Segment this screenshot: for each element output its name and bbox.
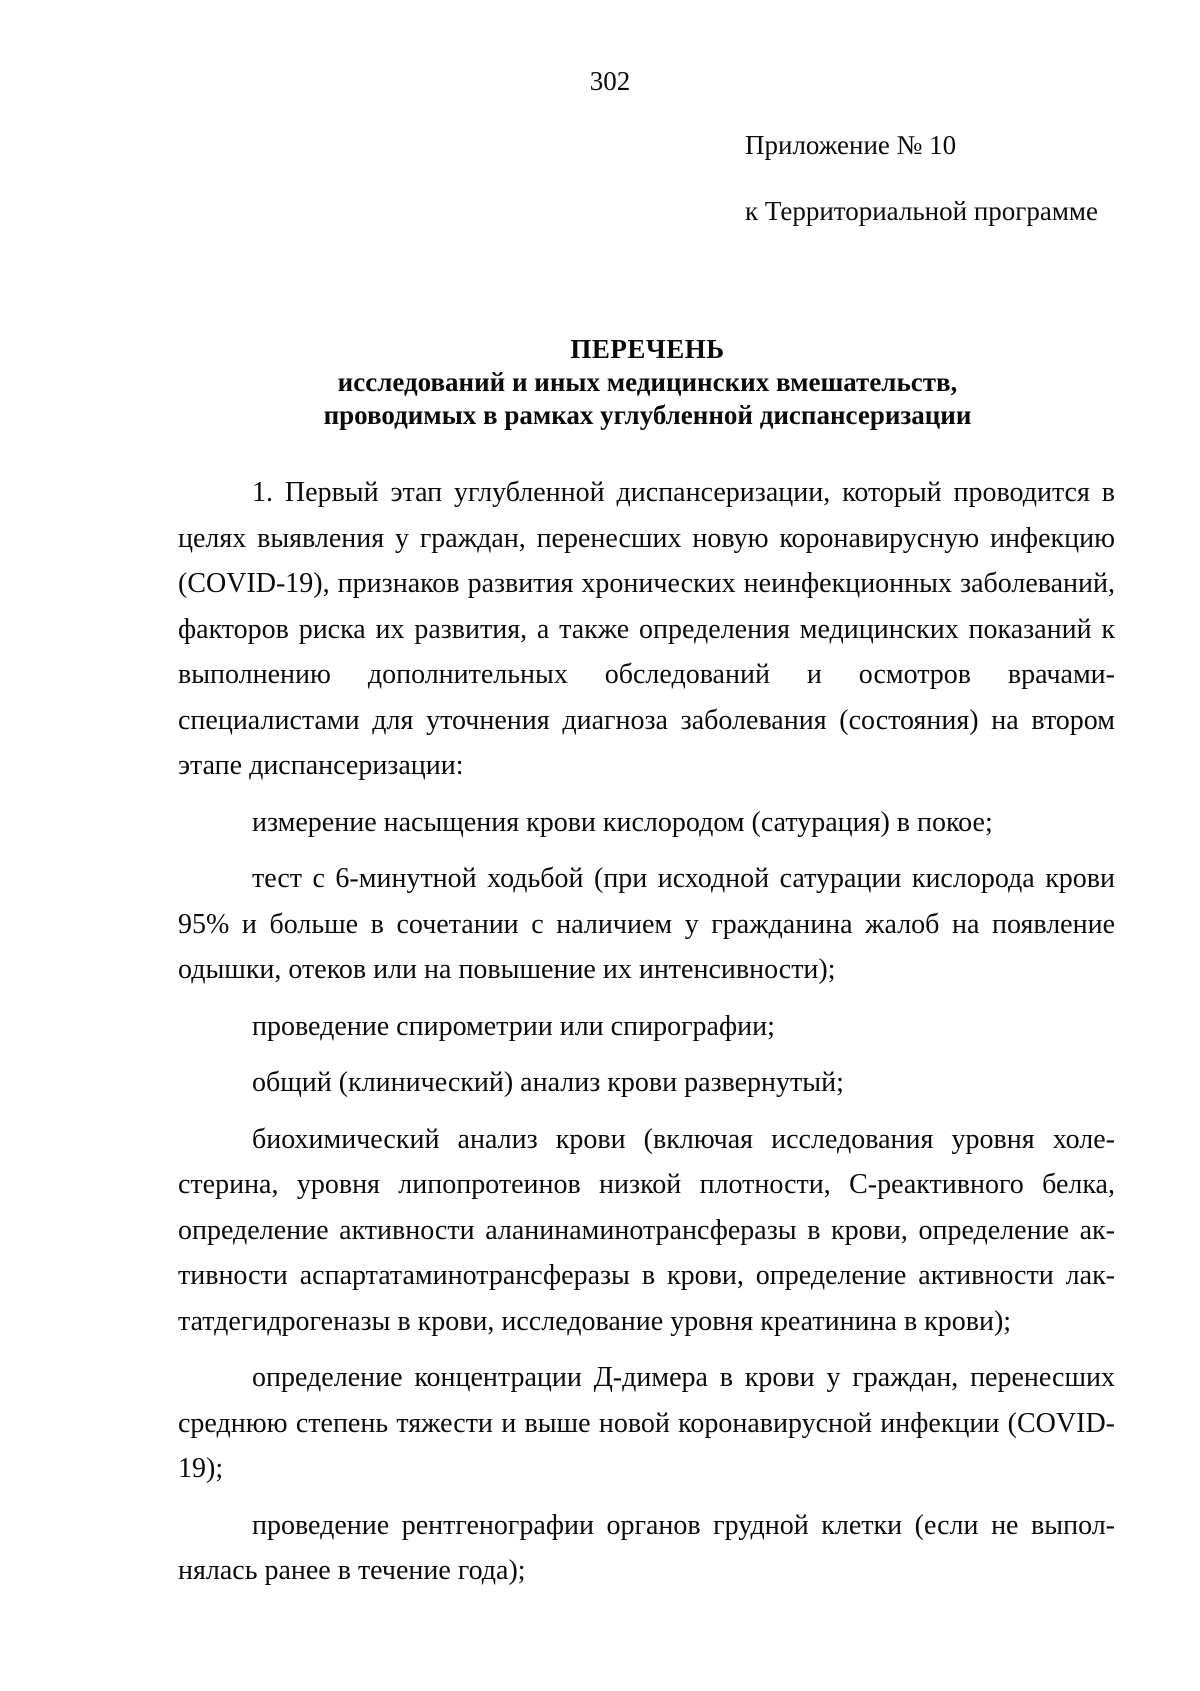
document-title-block <box>180 333 1115 432</box>
list-item-walk-test: тест с 6-минутной ходьбой (при исходной сатурации кислорода крови 95% и больше в сочетании с наличием у гражданина жалоб на появление одышки, отеков или на повышение их интенсивности); <box>178 863 1115 985</box>
list-item-biochemical-analysis: биохимический анализ крови (включая исследования уровня холестерина, уровня липопротеинов низкой плотности, С-реактивного белка, определение активности аланинаминотрансферазы в крови, определение активности аспартатаминотрансферазы в крови, определение активности лактатдегидрогеназы в крови, исследование уровня креатинина в крови); <box>178 1123 1115 1337</box>
list-item-saturation: измерение насыщения крови кислородом (сатурация) в покое; <box>252 806 993 838</box>
list-item-chest-xray: проведение рентгенографии органов грудной клетки (если не выполнялась ранее в течение года); <box>178 1509 1115 1586</box>
document-body <box>178 470 1115 1594</box>
appendix-label: Приложение № 10 <box>745 130 957 160</box>
list-item-spirometry: проведение спирометрии или спирографии; <box>252 1010 775 1042</box>
appendix-reference: к Территориальной программе <box>745 196 1098 226</box>
list-item-d-dimer: определение концентрации Д-димера в крови у граждан, перенесших среднюю степень тяжести и выше новой коронавирусной инфекции (COVID-19); <box>178 1362 1115 1484</box>
document-subtitle-line-1: исследований и иных медицинских вмешательств, <box>337 367 958 397</box>
document-subtitle-line-2: проводимых в рамках углубленной диспансеризации <box>323 400 972 430</box>
paragraph-first-stage: 1. Первый этап углубленной диспансеризации, который проводится в целях выявления у граждан, перенесших новую коронавирусную инфекцию (COVID-19), признаков развития хронических неинфекционных заболеваний, факторов риска их развития, а также определения медицинских показаний к выполнению дополнительных обследований и осмотров врачами-специалистами для уточнения диагноза заболевания (состояния) на втором этапе диспансеризации: <box>178 477 1115 781</box>
list-item-blood-analysis: общий (клинический) анализ крови развернутый; <box>252 1067 844 1098</box>
page-number: 302 <box>589 66 631 96</box>
document-title: ПЕРЕЧЕНЬ <box>570 334 725 364</box>
